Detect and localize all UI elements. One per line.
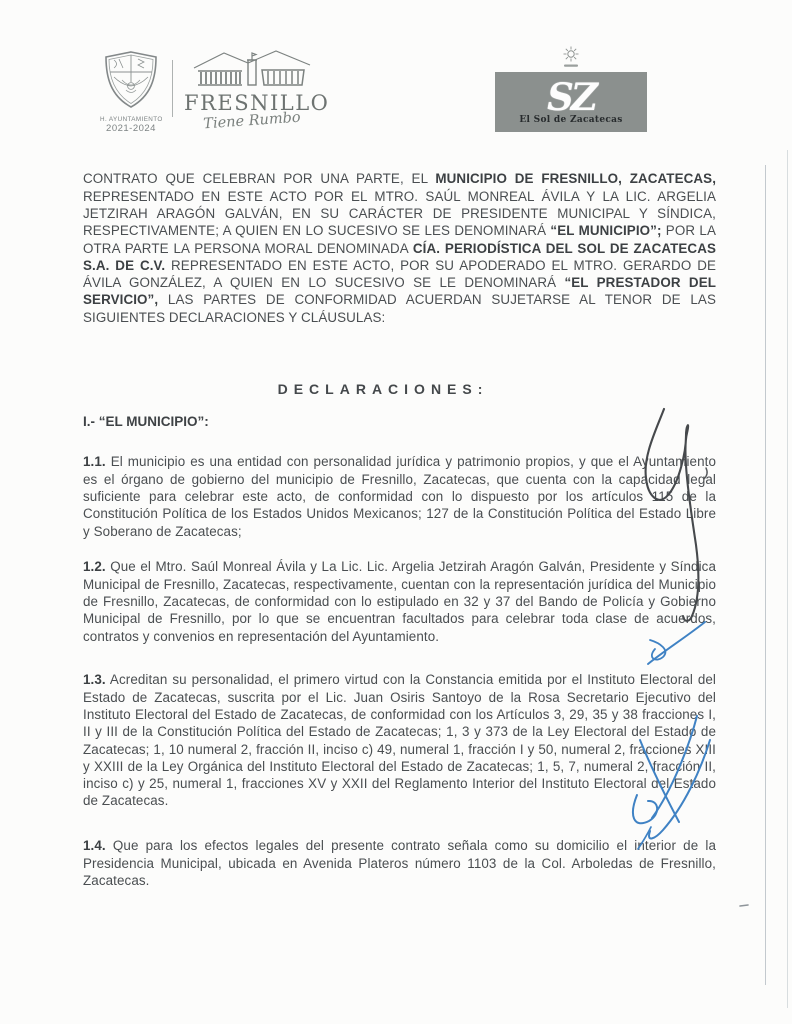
header-divider xyxy=(172,60,173,117)
clause-1-4: 1.4. Que para los efectos legales del presente contrato señala como su domicilio el interior de la Presidencia Municipal, ubicada en Avenida Plateros número 1103 de la Col. Arboledas de Fresnillo, Zacatecas. xyxy=(83,838,716,888)
municipality-term: 2021-2024 xyxy=(106,123,156,134)
newspaper-logo-block xyxy=(495,45,647,132)
stray-dash-mark xyxy=(740,905,748,906)
section-title-el-municipio: I.- “EL MUNICIPIO”: xyxy=(83,414,209,429)
municipal-crest-block xyxy=(100,50,162,134)
scan-edge-line-2 xyxy=(787,150,788,1008)
sun-emblem-icon xyxy=(559,45,583,71)
coat-of-arms-icon xyxy=(102,50,160,110)
contract-opening-paragraph: CONTRATO QUE CELEBRAN POR UNA PARTE, EL MUNICIPIO DE FRESNILLO, ZACATECAS, REPRESENTADO EN ESTE ACTO POR EL MTRO. SAÚL MONREAL ÁVILA Y LA LIC. ARGELIA JETZIRAH ARAGÓN GALVÁN, EN SU CARÁCTER DE PRESIDENTE MUNICIPAL Y SÍNDICA, RESPECTIVAMENTE; A QUIEN EN LO SUCESIVO SE LES DENOMINARÁ “EL MUNICIPIO”; POR LA OTRA PARTE LA PERSONA MORAL DENOMINADA CÍA. PERIODÍSTICA DEL SOL DE ZACATECAS S.A. DE C.V. REPRESENTADO EN ESTE ACTO, POR SU APODERADO EL MTRO. GERARDO DE ÁVILA GONZÁLEZ, A QUIEN EN LO SUCESIVO SE LE DENOMINARÁ “EL PRESTADOR DEL SERVICIO”, LAS PARTES DE CONFORMIDAD ACUERDAN SUJETARSE AL TENOR DE LAS SIGUIENTES DECLARACIONES Y CLÁUSULAS: xyxy=(83,171,717,325)
fresnillo-brand-block xyxy=(184,48,330,133)
scan-edge-line xyxy=(765,165,766,985)
declarations-heading: DECLARACIONES: xyxy=(277,381,489,397)
municipality-label: H. AYUNTAMIENTO xyxy=(100,116,163,123)
newspaper-name: El Sol de Zacatecas xyxy=(519,114,623,125)
clause-1-2: 1.2. Que el Mtro. Saúl Monreal Ávila y La Lic. Lic. Argelia Jetzirah Aragón Galván, Presidente y Síndica Municipal de Fresnillo, Zacatecas, respectivamente, cuentan con la representación jurídica del Municipio de Fresnillo, Zacatecas, de conformidad con lo estipulado en 32 y 37 del Bando de Policía y Gobierno Municipal de Fresnillo, por lo que se encuentran facultados para celebrar toda clase de acuerdos, contratos y convenios en representación del Ayuntamiento. xyxy=(83,559,716,644)
newspaper-initials: SZ xyxy=(547,74,595,119)
clause-1-3: 1.3. Acreditan su personalidad, el primero virtud con la Constancia emitida por el Instituto Electoral del Estado de Zacatecas, suscrita por el Lic. Juan Osiris Santoyo de la Rosa Secretario Ejecutivo del Instituto Electoral del Estado de Zacatecas, de conformidad con los Artículos 3, 29, 35 y 38 fracciones I, II y III de la Constitución Política del Estado de Zacatecas; 1, 3 y 373 de la Ley Electoral del Estado de Zacatecas; 1, 10 numeral 2, fracción II, inciso c) 49, numeral 1, fracción I y 50, numeral 2, fracciones XIII y XXIII de la Ley Orgánica del Instituto Electoral del Estado de Zacatecas; 1, 5, 7, numeral 2, fracción II, inciso c) y 25, numeral 1, fracciones XV y XXII del Reglamento Interior del Instituto Electoral del Estado de Zacatecas. xyxy=(83,672,716,809)
clause-1-1: 1.1. El municipio es una entidad con personalidad jurídica y patrimonio propios, y que el Ayuntamiento es el órgano de gobierno del municipio de Fresnillo, Zacatecas, que cuenta con la capacidad legal suficiente para celebrar este acto, de conformidad con lo dispuesto por los artículos 115 de la Constitución Política de los Estados Unidos Mexicanos; 127 de la Constitución Política del Estado Libre y Soberano de Zacatecas; xyxy=(83,454,716,539)
newspaper-box xyxy=(495,72,647,132)
city-skyline-icon xyxy=(190,48,314,90)
brand-name: FRESNILLO xyxy=(184,91,330,115)
brand-tagline: Tiene Rumbo xyxy=(202,109,302,133)
